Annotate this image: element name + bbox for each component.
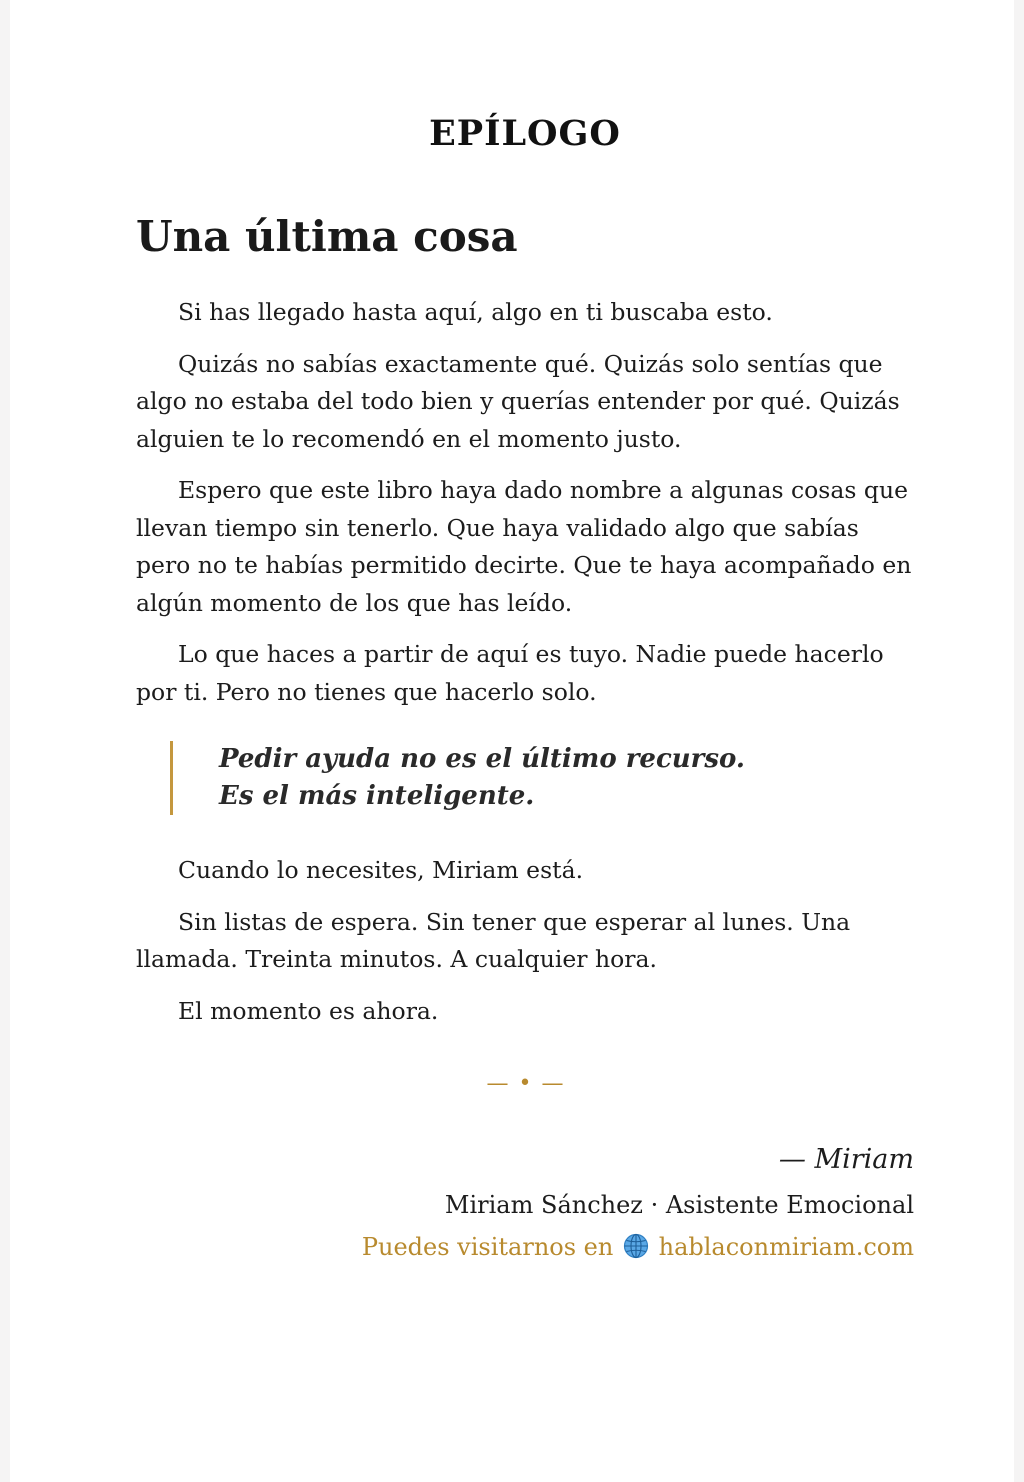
paragraph: Cuando lo necesites, Miriam está. xyxy=(178,856,584,884)
body-text xyxy=(136,294,914,725)
website-line xyxy=(136,1227,914,1267)
paragraph: Sin listas de espera. Sin tener que esperar al lunes. Una llamada. Treinta minutos. A cualquier hora. xyxy=(136,907,851,973)
website-prefix: Puedes visitarnos en xyxy=(361,1233,614,1261)
paragraph: Si has llegado hasta aquí, algo en ti buscaba esto. xyxy=(178,298,773,326)
paragraph: Lo que haces a partir de aquí es tuyo. Nadie puede hacerlo por ti. Pero no tienes que hacerlo solo. xyxy=(136,640,884,706)
quote-line: Pedir ayuda no es el último recurso. xyxy=(219,744,745,774)
pull-quote xyxy=(170,741,919,815)
signature-role: Miriam Sánchez · Asistente Emocional xyxy=(444,1191,914,1219)
paragraph: El momento es ahora. xyxy=(178,996,439,1025)
quote-line: Es el más inteligente. xyxy=(219,781,535,811)
closing-text xyxy=(136,852,914,1044)
website-link[interactable]: hablaconmiriam.com xyxy=(658,1233,914,1261)
section-ornament xyxy=(136,1066,914,1102)
globe-icon xyxy=(623,1231,649,1257)
paragraph: Quizás no sabías exactamente qué. Quizás solo sentías que algo no estaba del todo bien y querías entender por qué. Quizás alguien te lo recomendó en el momento justo. xyxy=(136,349,900,453)
paragraph: Espero que este libro haya dado nombre a algunas cosas que llevan tiempo sin tenerlo. Que haya validado algo que sabías pero no te habías permitido decirte. Que te haya acompañado en algún momento de los que has leído. xyxy=(136,476,912,617)
ornament-dash: — xyxy=(486,1071,509,1096)
signature-name: — Miriam xyxy=(778,1144,914,1175)
chapter-title: Una última cosa xyxy=(136,212,518,261)
book-page xyxy=(10,0,1014,1482)
signature-block xyxy=(136,1140,914,1267)
chapter-label: EPÍLOGO xyxy=(429,113,621,154)
ornament-dot: • xyxy=(518,1071,532,1096)
ornament-dash: — xyxy=(541,1071,564,1096)
